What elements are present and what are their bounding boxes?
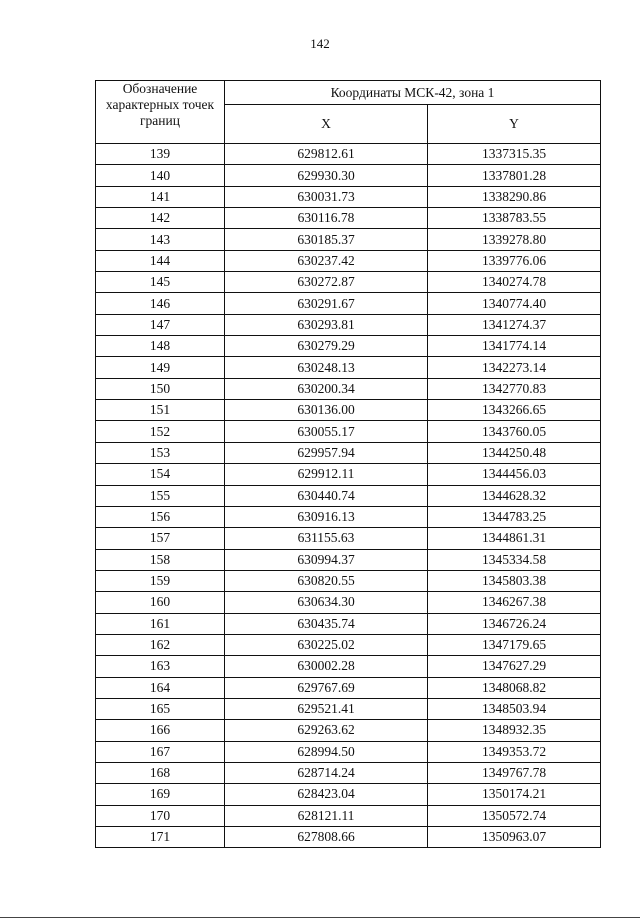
table-row: [96, 741, 601, 762]
point-number-cell: 149: [96, 357, 225, 378]
y-coordinate-cell: 1344783.25: [428, 506, 601, 527]
y-coordinate-cell: 1344861.31: [428, 528, 601, 549]
table-row: [96, 378, 601, 399]
table-header: [96, 81, 601, 144]
y-coordinate-cell: 1346267.38: [428, 592, 601, 613]
x-coordinate-cell: 629767.69: [225, 677, 428, 698]
y-coordinate-cell: 1348932.35: [428, 720, 601, 741]
x-coordinate-cell: 630002.28: [225, 656, 428, 677]
table-row: [96, 144, 601, 165]
y-coordinate-cell: 1341774.14: [428, 336, 601, 357]
x-coordinate-cell: 630916.13: [225, 506, 428, 527]
point-number-cell: 159: [96, 570, 225, 591]
y-coordinate-cell: 1347179.65: [428, 634, 601, 655]
table-row: [96, 357, 601, 378]
x-coordinate-cell: 631155.63: [225, 528, 428, 549]
table-row: [96, 528, 601, 549]
point-number-cell: 147: [96, 314, 225, 335]
x-coordinate-cell: 630272.87: [225, 272, 428, 293]
page-edge-line: [0, 917, 640, 918]
y-coordinate-cell: 1344628.32: [428, 485, 601, 506]
y-coordinate-cell: 1348503.94: [428, 698, 601, 719]
y-coordinate-cell: 1339278.80: [428, 229, 601, 250]
y-coordinate-cell: 1340274.78: [428, 272, 601, 293]
x-coordinate-cell: 630031.73: [225, 186, 428, 207]
table-row: [96, 464, 601, 485]
y-coordinate-cell: 1344456.03: [428, 464, 601, 485]
table-row: [96, 186, 601, 207]
y-coordinate-cell: 1339776.06: [428, 250, 601, 271]
y-coordinate-cell: 1348068.82: [428, 677, 601, 698]
table-row: [96, 656, 601, 677]
x-coordinate-cell: 627808.66: [225, 827, 428, 848]
x-coordinate-cell: 629521.41: [225, 698, 428, 719]
x-coordinate-cell: 628121.11: [225, 805, 428, 826]
x-coordinate-cell: 630248.13: [225, 357, 428, 378]
header-point-designation: Обозначение характерных точек границ: [96, 81, 225, 144]
header-coordinates: Координаты МСК-42, зона 1: [225, 81, 601, 105]
header-x: X: [225, 105, 428, 144]
y-coordinate-cell: 1337315.35: [428, 144, 601, 165]
y-coordinate-cell: 1337801.28: [428, 165, 601, 186]
x-coordinate-cell: 630225.02: [225, 634, 428, 655]
table-row: [96, 250, 601, 271]
y-coordinate-cell: 1338290.86: [428, 186, 601, 207]
point-number-cell: 143: [96, 229, 225, 250]
point-number-cell: 150: [96, 378, 225, 399]
table-row: [96, 805, 601, 826]
table-body: [96, 144, 601, 848]
y-coordinate-cell: 1349767.78: [428, 762, 601, 783]
point-number-cell: 144: [96, 250, 225, 271]
y-coordinate-cell: 1341274.37: [428, 314, 601, 335]
y-coordinate-cell: 1338783.55: [428, 208, 601, 229]
point-number-cell: 154: [96, 464, 225, 485]
table-row: [96, 293, 601, 314]
point-number-cell: 151: [96, 400, 225, 421]
point-number-cell: 168: [96, 762, 225, 783]
point-number-cell: 158: [96, 549, 225, 570]
table-row: [96, 400, 601, 421]
point-number-cell: 157: [96, 528, 225, 549]
point-number-cell: 165: [96, 698, 225, 719]
table-row: [96, 421, 601, 442]
point-number-cell: 142: [96, 208, 225, 229]
point-number-cell: 171: [96, 827, 225, 848]
y-coordinate-cell: 1347627.29: [428, 656, 601, 677]
point-number-cell: 161: [96, 613, 225, 634]
point-number-cell: 139: [96, 144, 225, 165]
table-row: [96, 272, 601, 293]
header-y: Y: [428, 105, 601, 144]
point-number-cell: 146: [96, 293, 225, 314]
table-row: [96, 784, 601, 805]
table-row: [96, 442, 601, 463]
table-row: [96, 677, 601, 698]
x-coordinate-cell: 630237.42: [225, 250, 428, 271]
table-row: [96, 634, 601, 655]
page-number: 142: [310, 36, 330, 51]
x-coordinate-cell: 630279.29: [225, 336, 428, 357]
x-coordinate-cell: 630185.37: [225, 229, 428, 250]
table-row: [96, 208, 601, 229]
point-number-cell: 163: [96, 656, 225, 677]
point-number-cell: 141: [96, 186, 225, 207]
y-coordinate-cell: 1343760.05: [428, 421, 601, 442]
point-number-cell: 164: [96, 677, 225, 698]
x-coordinate-cell: 629812.61: [225, 144, 428, 165]
point-number-cell: 148: [96, 336, 225, 357]
x-coordinate-cell: 630291.67: [225, 293, 428, 314]
coordinates-table: [95, 80, 601, 848]
x-coordinate-cell: 630200.34: [225, 378, 428, 399]
point-number-cell: 140: [96, 165, 225, 186]
x-coordinate-cell: 630994.37: [225, 549, 428, 570]
x-coordinate-cell: 629930.30: [225, 165, 428, 186]
table-row: [96, 592, 601, 613]
x-coordinate-cell: 630293.81: [225, 314, 428, 335]
y-coordinate-cell: 1350963.07: [428, 827, 601, 848]
x-coordinate-cell: 629957.94: [225, 442, 428, 463]
x-coordinate-cell: 628994.50: [225, 741, 428, 762]
point-number-cell: 166: [96, 720, 225, 741]
table-row: [96, 485, 601, 506]
table-row: [96, 570, 601, 591]
x-coordinate-cell: 628423.04: [225, 784, 428, 805]
x-coordinate-cell: 630055.17: [225, 421, 428, 442]
y-coordinate-cell: 1343266.65: [428, 400, 601, 421]
table-row: [96, 698, 601, 719]
y-coordinate-cell: 1345334.58: [428, 549, 601, 570]
x-coordinate-cell: 630136.00: [225, 400, 428, 421]
y-coordinate-cell: 1350174.21: [428, 784, 601, 805]
x-coordinate-cell: 629263.62: [225, 720, 428, 741]
table-row: [96, 762, 601, 783]
y-coordinate-cell: 1342273.14: [428, 357, 601, 378]
y-coordinate-cell: 1344250.48: [428, 442, 601, 463]
point-number-cell: 162: [96, 634, 225, 655]
table-row: [96, 827, 601, 848]
table-row: [96, 314, 601, 335]
point-number-cell: 170: [96, 805, 225, 826]
table-row: [96, 549, 601, 570]
table-row: [96, 165, 601, 186]
point-number-cell: 169: [96, 784, 225, 805]
table-row: [96, 506, 601, 527]
point-number-cell: 153: [96, 442, 225, 463]
y-coordinate-cell: 1345803.38: [428, 570, 601, 591]
table-row: [96, 336, 601, 357]
y-coordinate-cell: 1342770.83: [428, 378, 601, 399]
table-row: [96, 613, 601, 634]
table-row: [96, 229, 601, 250]
point-number-cell: 156: [96, 506, 225, 527]
y-coordinate-cell: 1350572.74: [428, 805, 601, 826]
x-coordinate-cell: 628714.24: [225, 762, 428, 783]
point-number-cell: 160: [96, 592, 225, 613]
point-number-cell: 152: [96, 421, 225, 442]
point-number-cell: 155: [96, 485, 225, 506]
x-coordinate-cell: 630634.30: [225, 592, 428, 613]
y-coordinate-cell: 1349353.72: [428, 741, 601, 762]
table-row: [96, 720, 601, 741]
x-coordinate-cell: 630440.74: [225, 485, 428, 506]
point-number-cell: 167: [96, 741, 225, 762]
y-coordinate-cell: 1346726.24: [428, 613, 601, 634]
x-coordinate-cell: 629912.11: [225, 464, 428, 485]
x-coordinate-cell: 630116.78: [225, 208, 428, 229]
point-number-cell: 145: [96, 272, 225, 293]
y-coordinate-cell: 1340774.40: [428, 293, 601, 314]
x-coordinate-cell: 630820.55: [225, 570, 428, 591]
x-coordinate-cell: 630435.74: [225, 613, 428, 634]
